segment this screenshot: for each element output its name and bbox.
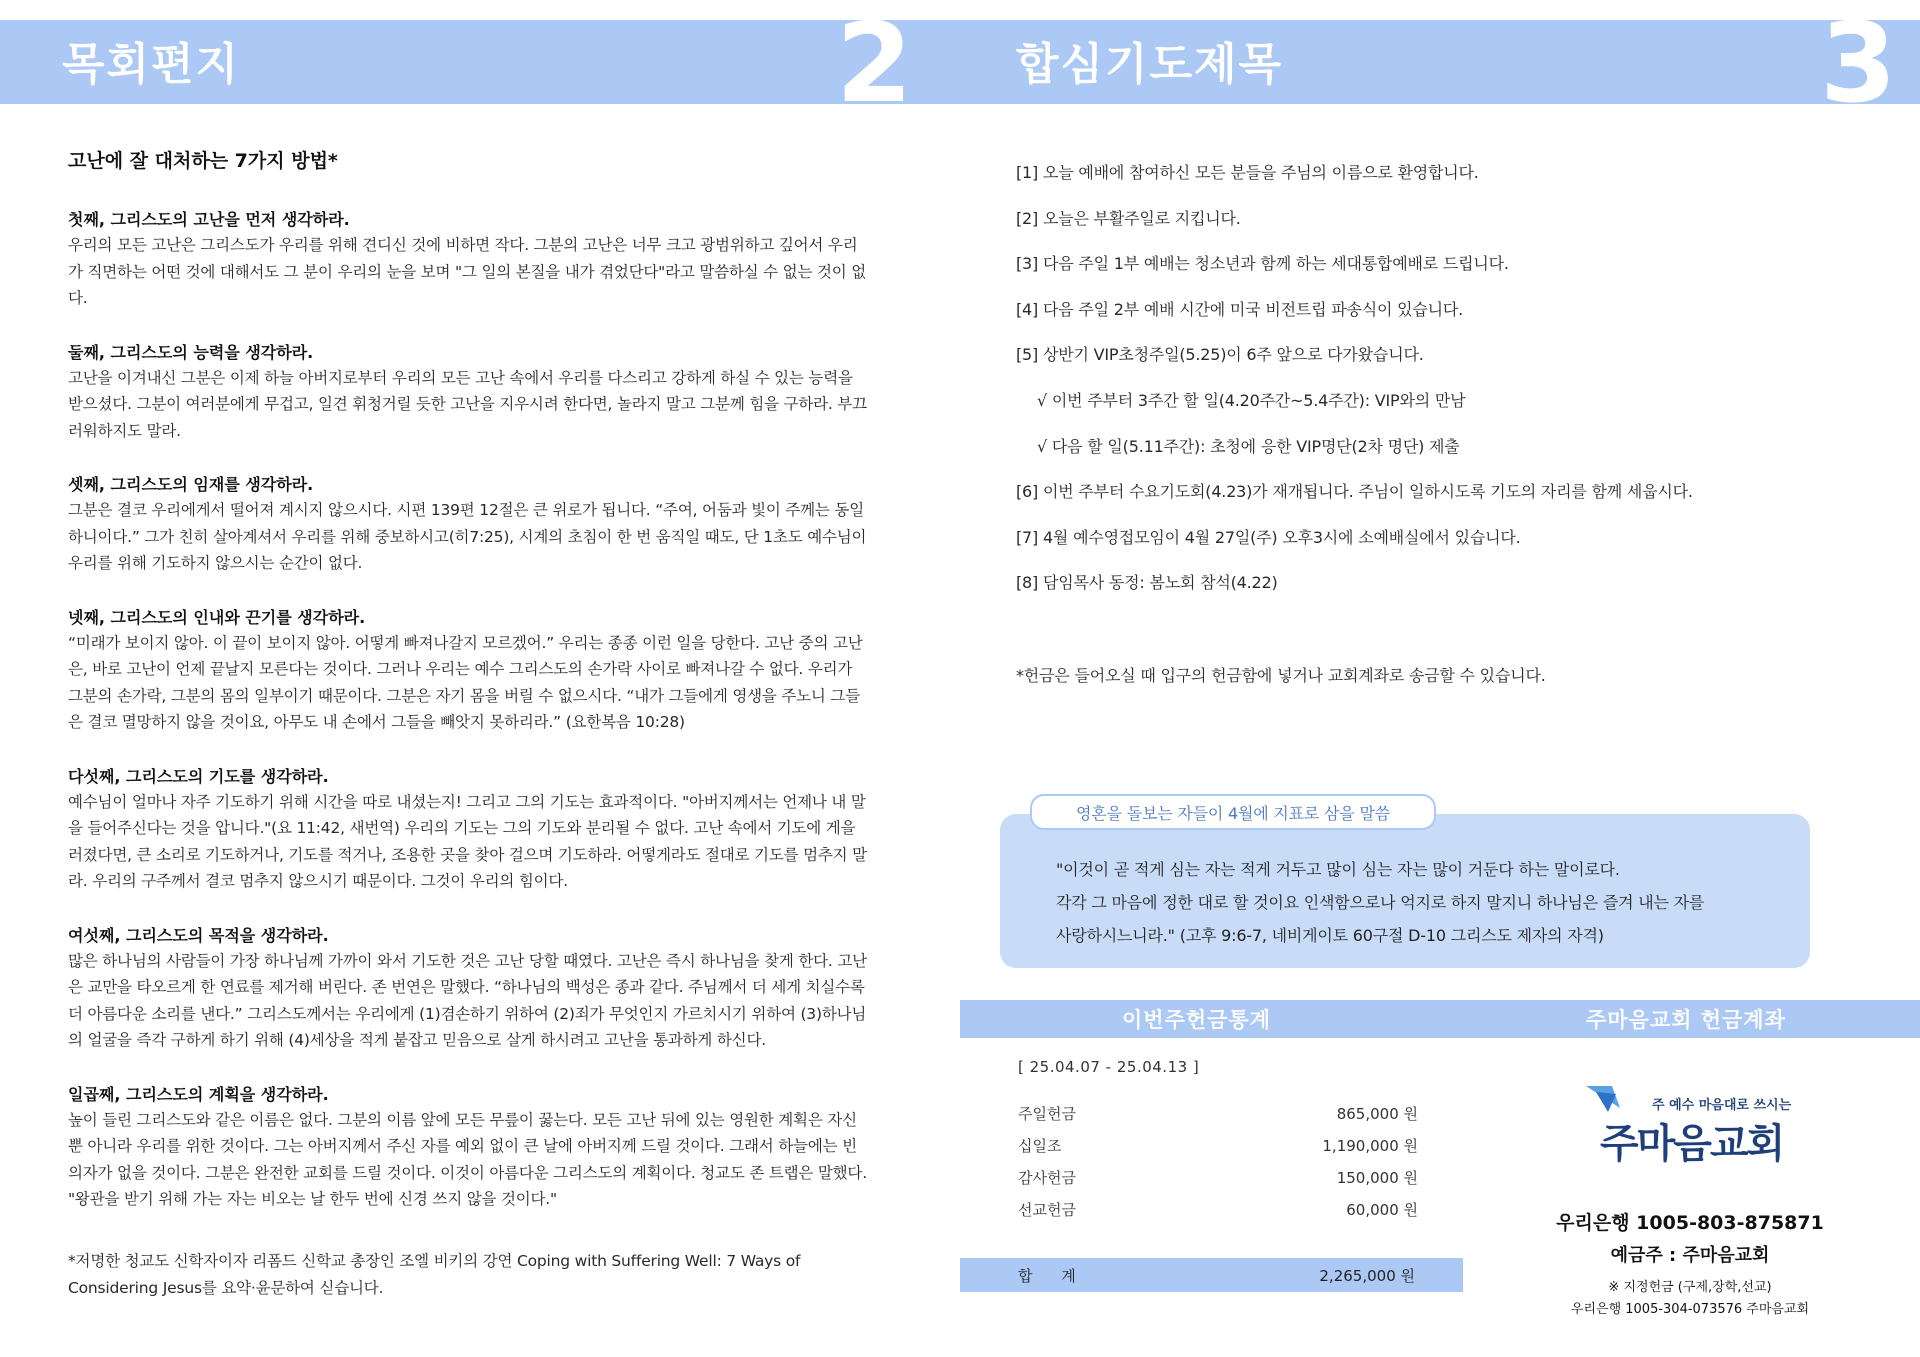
logo-tagline: 주 예수 마음대로 쓰시는	[1652, 1098, 1792, 1113]
prayer-item: [4] 다음 주일 2부 예배 시간에 미국 비전트립 파송식이 있습니다.	[1016, 299, 1464, 319]
prayer-item: [1] 오늘 예배에 참여하신 모든 분들을 주님의 이름으로 환영합니다.	[1016, 163, 1479, 182]
offering-value: 1,190,000 원	[1322, 1137, 1418, 1155]
offering-row	[1018, 1098, 1418, 1130]
prayer-item: [2] 오늘은 부활주일로 지킵니다.	[1016, 208, 1241, 228]
offering-period: [ 25.04.07 - 25.04.13 ]	[1018, 1058, 1200, 1076]
section-body: “미래가 보이지 않아. 이 끝이 보이지 않아. 어떻게 빠져나갈지 모르겠어.” 우리는 종종 이런 일을 당한다. 고난 중의 고난은, 바로 고난이 언제 끝날지 모른다는 것이다. 그러나 우리는 예수 그리스도의 손가락 사이로 빠져나갈 수 없다. 우리가 그분의 손가락, 그분의 몸의 일부이기 때문이다. 그분은 자기 몸을 버릴 수 없으시다. “내가 그들에게 영생을 주노니 그들은 결코 멸망하지 않을 것이요, 아무도 내 손에서 그들을 빼앗지 못하리라.” (요한복음 10:28)	[68, 633, 863, 731]
offering-value: 865,000 원	[1336, 1105, 1418, 1123]
right-header-band	[962, 0, 1920, 127]
designated-account: 우리은행 1005-304-073576 주마음교회	[1570, 1302, 1810, 1317]
logo-name: 주마음교회	[1600, 1121, 1784, 1167]
right-page-number: 3	[1820, 0, 1897, 127]
prayer-item: [6] 이번 주부터 수요기도회(4.23)가 재개됩니다. 주님이 일하시도록 기도의 자리를 함께 세웁시다.	[1016, 482, 1693, 502]
left-page-number: 2	[836, 0, 913, 127]
prayer-subitem: √ 다음 할 일(5.11주간): 초청에 응한 VIP명단(2차 명단) 제출	[1037, 436, 1460, 456]
offering-stats	[1018, 1058, 1418, 1226]
verse-line: 사랑하시느니라." (고후 9:6-7, 네비게이토 60구절 D-10 그리스도 제자의 자격)	[1056, 926, 1604, 945]
letter-section	[68, 340, 868, 445]
letter-footnote: *저명한 청교도 신학자이자 리폼드 신학교 총장인 조엘 비키의 강연 Coping with Suffering Well: 7 Ways of Considering Jesus를 요약·윤문하여 싣습니다.	[68, 1252, 801, 1297]
pastoral-letter	[68, 146, 868, 1241]
section-heading: 넷째, 그리스도의 인내와 끈기를 생각하라.	[68, 607, 366, 627]
account-holder: 예금주 : 주마음교회	[1610, 1245, 1770, 1266]
section-heading: 다섯째, 그리스도의 기도를 생각하라.	[68, 766, 329, 786]
left-page-title: 목회편지	[62, 39, 241, 90]
section-heading: 여섯째, 그리스도의 목적을 생각하라.	[68, 925, 329, 945]
account-title: 주마음교회 헌금계좌	[1586, 1007, 1786, 1032]
letter-section	[68, 1082, 868, 1213]
left-header-band	[0, 0, 962, 127]
verse-text	[1056, 853, 1796, 952]
offering-header-bar	[960, 1000, 1920, 1038]
offering-row	[1018, 1194, 1418, 1226]
prayer-item: [7] 4월 예수영접모임이 4월 27일(주) 오후3시에 소예배실에서 있습니다.	[1016, 527, 1521, 547]
offering-label: 주일헌금	[1018, 1105, 1076, 1123]
offering-value: 60,000 원	[1346, 1201, 1418, 1219]
letter-section	[68, 605, 868, 736]
offering-total-label: 합 계	[1018, 1267, 1088, 1285]
offering-value: 150,000 원	[1336, 1169, 1418, 1187]
section-body: 고난을 이겨내신 그분은 이제 하늘 아버지로부터 우리의 모든 고난 속에서 우리를 다스리고 강하게 하실 수 있는 능력을 받으셨다. 그분이 여러분에게 무겁고, 일견 휘청거릴 듯한 고난을 지우시려 한다면, 놀라지 말고 그분께 힘을 구하라. 부끄러워하지도 말라.	[68, 368, 867, 440]
section-body: 우리의 모든 고난은 그리스도가 우리를 위해 견디신 것에 비하면 작다. 그분의 고난은 너무 크고 광범위하고 깊어서 우리가 직면하는 어떤 것에 대해서도 그 분이 우리의 눈을 보며 "그 일의 본질을 내가 겪었단다"라고 말씀하실 수 없는 것이 없다.	[68, 236, 867, 307]
section-body: 그분은 결코 우리에게서 떨어져 계시지 않으시다. 시편 139편 12절은 큰 위로가 됩니다. “주여, 어둠과 빛이 주께는 동일하니이다.” 그가 친히 살아계셔서 우리를 위해 중보하시고(히7:25), 시계의 초침이 한 번 움직일 때도, 단 1초도 예수님이 우리를 위해 기도하지 않으시는 순간이 없다.	[68, 501, 867, 572]
section-heading: 둘째, 그리스도의 능력을 생각하라.	[68, 342, 314, 362]
section-body: 예수님이 얼마나 자주 기도하기 위해 시간을 따로 내셨는지! 그리고 그의 기도는 효과적이다. "아버지께서는 언제나 내 말을 들어주신다는 것을 압니다."(요 11:42, 새번역) 우리의 기도는 그의 기도와 분리될 수 없다. 고난 속에서 기도에 게을러졌다면, 큰 소리로 기도하거나, 기도를 적거나, 조용한 곳을 찾아 걸으며 기도하라. 어떻게라도 절대로 기도를 멈추지 말라. 우리의 구주께서 결코 멈추지 않으시기 때문이다. 그것이 우리의 힘이다.	[68, 792, 867, 890]
section-body: 높이 들린 그리스도와 같은 이름은 없다. 그분의 이름 앞에 모든 무릎이 꿇는다. 모든 고난 뒤에 있는 영원한 계획은 자신뿐 아니라 우리를 위한 것이다. 그는 아버지께서 주신 자를 예외 없이 큰 날에 아버지께 드릴 것이다. 그래서 하늘에는 빈 의자가 없을 것이다. 그분은 완전한 교회를 드릴 것이다. 이것이 아름다운 그리스도의 계획이다. 청교도 존 트랩은 말했다. "왕관을 받기 위해 가는 자는 비오는 날 한두 번에 신경 쓰지 않을 것이다."	[68, 1110, 867, 1208]
offering-label: 십일조	[1018, 1137, 1062, 1155]
section-heading: 일곱째, 그리스도의 계획을 생각하라.	[68, 1084, 329, 1104]
offering-total-value: 2,265,000 원	[1319, 1267, 1415, 1285]
prayer-subitem: √ 이번 주부터 3주간 할 일(4.20주간~5.4주간): VIP와의 만남	[1037, 390, 1466, 410]
offering-total-bar	[960, 1258, 1463, 1292]
prayer-list	[1016, 160, 1896, 616]
letter-section	[68, 472, 868, 577]
bank-account: 우리은행 1005-803-875871	[1556, 1212, 1824, 1234]
section-heading: 셋째, 그리스도의 임재를 생각하라.	[68, 475, 314, 494]
offering-note: *헌금은 들어오실 때 입구의 헌금함에 넣거나 교회계좌로 송금할 수 있습니다.	[1016, 666, 1546, 685]
offering-row	[1018, 1162, 1418, 1194]
prayer-item: [5] 상반기 VIP초청주일(5.25)이 6주 앞으로 다가왔습니다.	[1016, 345, 1424, 365]
offering-title: 이번주헌금통계	[1122, 1007, 1272, 1032]
prayer-item: [3] 다음 주일 1부 예배는 청소년과 함께 하는 세대통합예배로 드립니다.	[1016, 254, 1509, 274]
offering-row	[1018, 1130, 1418, 1162]
verse-line: "이것이 곧 적게 심는 자는 적게 거두고 많이 심는 자는 많이 거둔다 하는 말이로다.	[1056, 860, 1620, 879]
letter-section	[68, 923, 868, 1054]
verse-line: 각각 그 마음에 정한 대로 할 것이요 인색함으로나 억지로 하지 말지니 하나님은 즐겨 내는 자를	[1056, 893, 1705, 912]
offering-label: 감사헌금	[1018, 1169, 1076, 1187]
letter-title: 고난에 잘 대처하는 7가지 방법*	[68, 150, 338, 172]
section-heading: 첫째, 그리스도의 고난을 먼저 생각하라.	[68, 210, 350, 229]
prayer-item: [8] 담임목사 동정: 봄노회 참석(4.22)	[1016, 573, 1278, 593]
right-page-title: 합심기도제목	[1016, 39, 1284, 90]
offering-label: 선교헌금	[1018, 1201, 1076, 1219]
letter-section	[68, 764, 868, 895]
section-body: 많은 하나님의 사람들이 가장 하나님께 가까이 와서 기도한 것은 고난 당할 때였다. 고난은 즉시 하나님을 찾게 한다. 고난은 교만을 타오르게 한 연료를 제거해 버린다. 존 번연은 말했다. “하나님의 백성은 종과 같다. 주님께서 더 세게 치실수록 더 아름다운 소리를 낸다.” 그리스도께서는 우리에게 (1)겸손하기 위하여 (2)죄가 무엇인지 가르치시기 위하여 (3)하나님의 얼굴을 즉각 구하게 하기 위해 (4)세상을 적게 붙잡고 믿음으로 살게 하시려고 고난을 통과하게 하신다.	[68, 951, 867, 1049]
verse-tab: 영혼을 돌보는 자들이 4월에 지표로 삼을 말씀	[1030, 794, 1436, 830]
designated-offering-note: ※ 지정헌금 (구제,장학,선교)	[1608, 1280, 1772, 1295]
letter-section	[68, 207, 868, 312]
